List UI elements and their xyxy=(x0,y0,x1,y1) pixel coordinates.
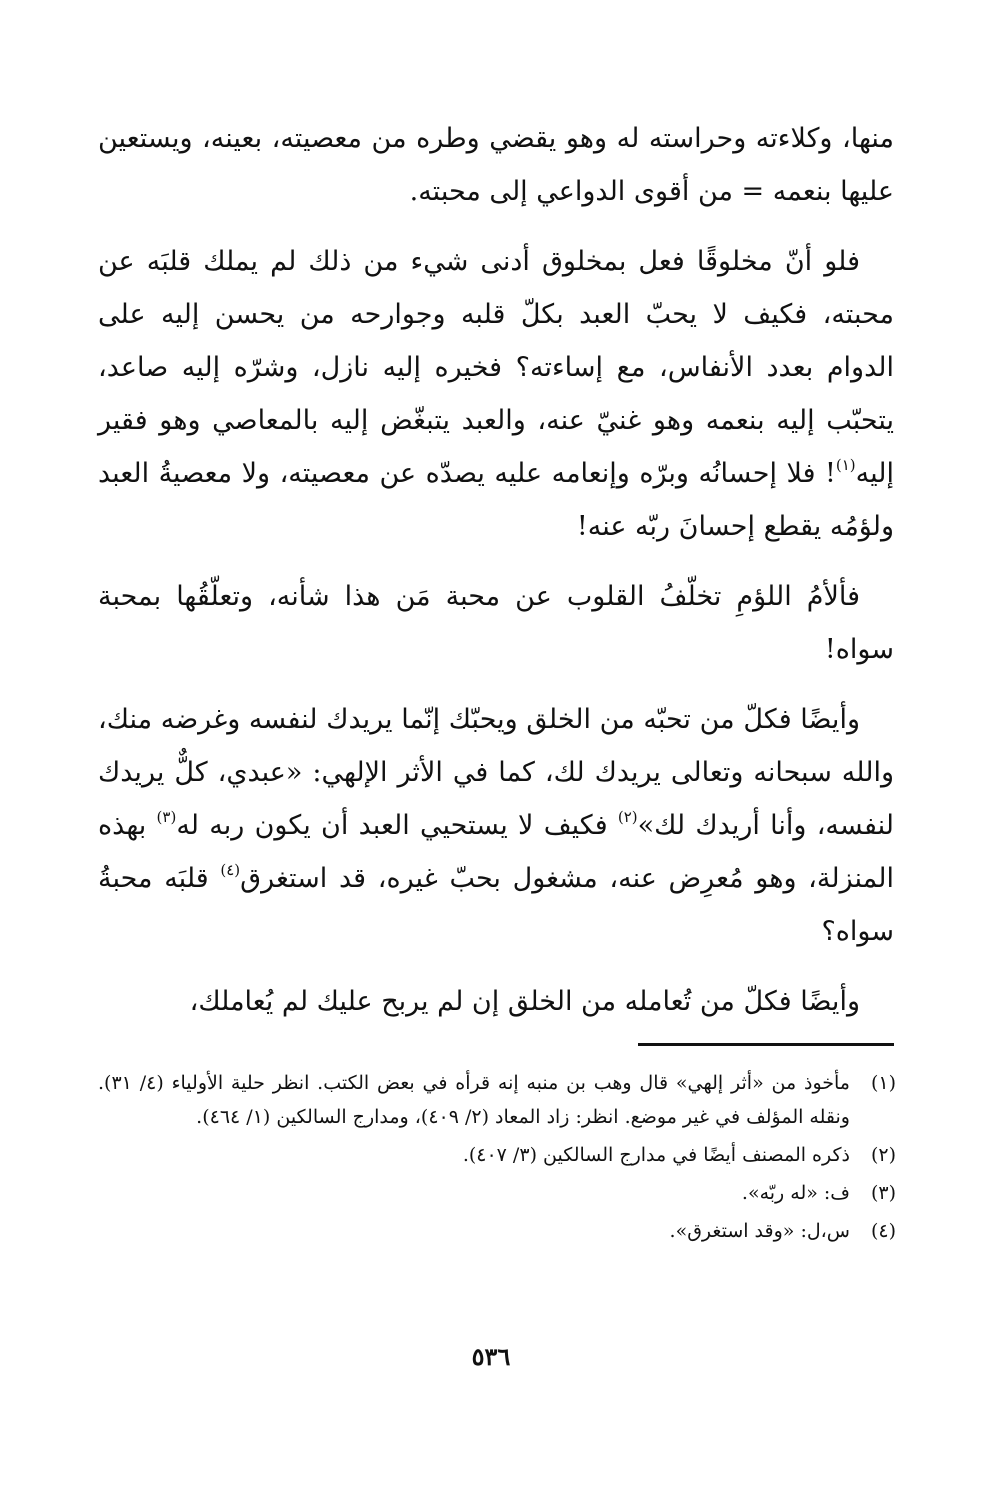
footnotes-section xyxy=(98,1066,896,1252)
paragraph xyxy=(98,112,894,218)
footnote-text: ذكره المصنف أيضًا في مدارج السالكين (٣/ ٤٠٧). xyxy=(462,1144,850,1166)
paragraph-text: وأيضًا فكلّ من تُعامله من الخلق إن لم يربح عليك لم يُعاملك، xyxy=(189,986,860,1017)
footnote-number: (٣) xyxy=(870,1182,896,1204)
footnote-reference: (٢) xyxy=(617,808,638,826)
footnote xyxy=(98,1138,896,1172)
paragraph xyxy=(98,570,894,676)
footnote-text: ف: «له ربّه». xyxy=(741,1182,850,1204)
paragraph-text: فكيف لا يستحيي العبد أن يكون ربه له xyxy=(176,810,618,841)
page-number: ٥٣٦ xyxy=(471,1342,511,1371)
paragraph-text: قلبَه محبةُ سواه؟ xyxy=(98,863,894,947)
paragraph-text: ! فلا إحسانُه وبرّه وإنعامه عليه يصدّه عن معصيته، ولا معصيةُ العبد ولؤمُه يقطع إحسانَ ربّه عنه! xyxy=(98,458,894,542)
footnote-reference: (٣) xyxy=(156,808,177,826)
footnote-reference: (١) xyxy=(835,456,856,474)
footnote-separator-rule xyxy=(638,1043,894,1046)
footnote-number: (٢) xyxy=(870,1144,896,1166)
footnote-number: (١) xyxy=(870,1072,896,1094)
paragraph xyxy=(98,235,894,553)
footnote xyxy=(98,1176,896,1210)
main-text-body xyxy=(98,112,894,1045)
paragraph-text: فلو أنّ مخلوقًا فعل بمخلوق أدنى شيء من ذلك لم يملك قلبَه عن محبته، فكيف لا يحبّ العبد بكلّ قلبه وجوارحه من يحسن إليه على الدوام بعدد الأنفاس، مع إساءته؟ فخيره إليه نازل، وشرّه إليه صاعد، يتحبّب إليه بنعمه وهو غنيّ عنه، والعبد يتبغّض إليه بالمعاصي وهو فقير إليه xyxy=(98,246,894,489)
paragraph xyxy=(98,693,894,958)
footnote-text: مأخوذ من «أثر إلهي» قال وهب بن منبه إنه قرأه في بعض الكتب. انظر حلية الأولياء (٤/ ٣١). ونقله المؤلف في غير موضع. انظر: زاد المعاد (٢/ ٤٠٩)، ومدارج السالكين (١/ ٤٦٤). xyxy=(98,1072,850,1128)
paragraph-text: بهذه المنزلة، وهو مُعرِض عنه، مشغول بحبّ غيره، قد استغرق xyxy=(98,810,894,894)
footnote xyxy=(98,1066,896,1134)
paragraph-text: منها، وكلاءته وحراسته له وهو يقضي وطره من معصيته، بعينه، ويستعين عليها بنعمه = من أقوى الدواعي إلى محبته. xyxy=(98,123,894,207)
footnote-number: (٤) xyxy=(870,1220,896,1242)
paragraph xyxy=(98,975,894,1028)
footnote-reference: (٤) xyxy=(220,861,241,879)
footnote-text: س،ل: «وقد استغرق». xyxy=(669,1220,850,1242)
footnote xyxy=(98,1214,896,1248)
paragraph-text: وأيضًا فكلّ من تحبّه من الخلق ويحبّك إنّما يريدك لنفسه وغرضه منك، والله سبحانه وتعالى يريدك لك، كما في الأثر الإلهي: «عبدي، كلٌّ يريدك لنفسه، وأنا أريدك لك» xyxy=(98,704,894,841)
paragraph-text: فألأمُ اللؤمِ تخلّفُ القلوب عن محبة مَن هذا شأنه، وتعلّقُها بمحبة سواه! xyxy=(98,581,894,665)
